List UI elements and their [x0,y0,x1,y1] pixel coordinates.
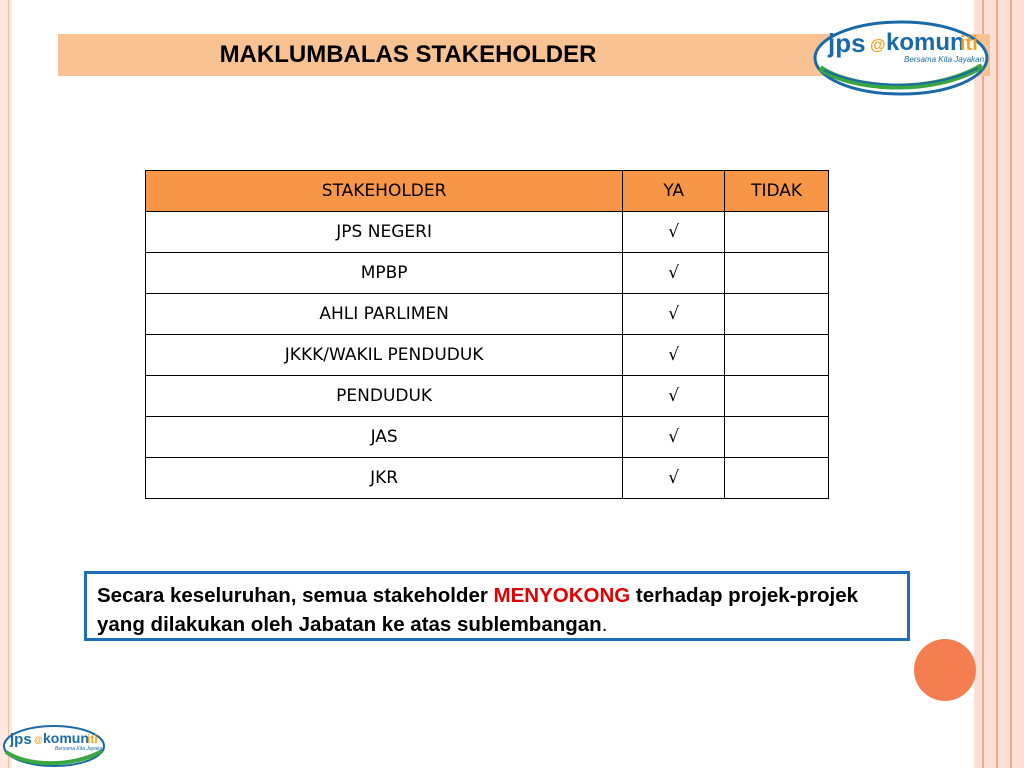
cell-stakeholder: PENDUDUK [146,376,623,417]
cell-tidak [725,294,829,335]
table-row [146,417,829,458]
cell-ya: √ [623,417,725,458]
cell-ya: √ [623,212,725,253]
jps-komuniti-logo [812,18,990,96]
logo-small-text-jps: jps [10,731,32,748]
logo-small-text-iti: iti [87,732,98,746]
right-border-decoration [974,0,1024,768]
table-header-row [146,171,829,212]
logo-text-at: @ [870,37,886,54]
cell-tidak [725,335,829,376]
cell-stakeholder: JPS NEGERI [146,212,623,253]
table-row [146,335,829,376]
cell-stakeholder: MPBP [146,253,623,294]
left-border-decoration [0,0,12,768]
header-tidak: TIDAK [725,171,829,212]
cell-stakeholder: JKR [146,458,623,499]
logo-small-text-komun: komun [43,730,89,746]
logo-text-iti: iti [960,33,978,55]
note-text-part2: terhadap projek-projek yang dilakukan oleh Jabatan ke atas sublembangan [97,584,859,636]
logo-small-text-at: @ [34,735,43,745]
cell-stakeholder: JAS [146,417,623,458]
cell-tidak [725,376,829,417]
note-highlight-menyokong: MENYOKONG [493,584,631,607]
cell-ya: √ [623,335,725,376]
cell-ya: √ [623,376,725,417]
cell-tidak [725,458,829,499]
decorative-circle [914,639,976,701]
cell-stakeholder: AHLI PARLIMEN [146,294,623,335]
cell-ya: √ [623,253,725,294]
table-row [146,253,829,294]
cell-stakeholder: JKKK/WAKIL PENDUDUK [146,335,623,376]
cell-ya: √ [623,458,725,499]
table-row [146,212,829,253]
header-stakeholder: STAKEHOLDER [146,171,623,212]
table-row [146,458,829,499]
cell-tidak [725,417,829,458]
cell-tidak [725,212,829,253]
summary-note-box [84,571,910,641]
cell-ya: √ [623,294,725,335]
jps-komuniti-logo-small [2,724,106,768]
logo-text-komun: komun [886,29,965,56]
table-row [146,294,829,335]
logo-tagline: Bersama Kita Jayakan [904,55,985,64]
stakeholder-table [145,170,829,499]
logo-small-tagline: Bersama Kita Jayakan [55,746,106,752]
note-period: . [601,613,608,636]
slide-title: MAKLUMBALAS STAKEHOLDER [219,41,597,68]
header-ya: YA [623,171,725,212]
cell-tidak [725,253,829,294]
note-text-part1: Secara keseluruhan, semua stakeholder [97,584,494,607]
logo-text-jps: jps [828,28,866,58]
table-row [146,376,829,417]
